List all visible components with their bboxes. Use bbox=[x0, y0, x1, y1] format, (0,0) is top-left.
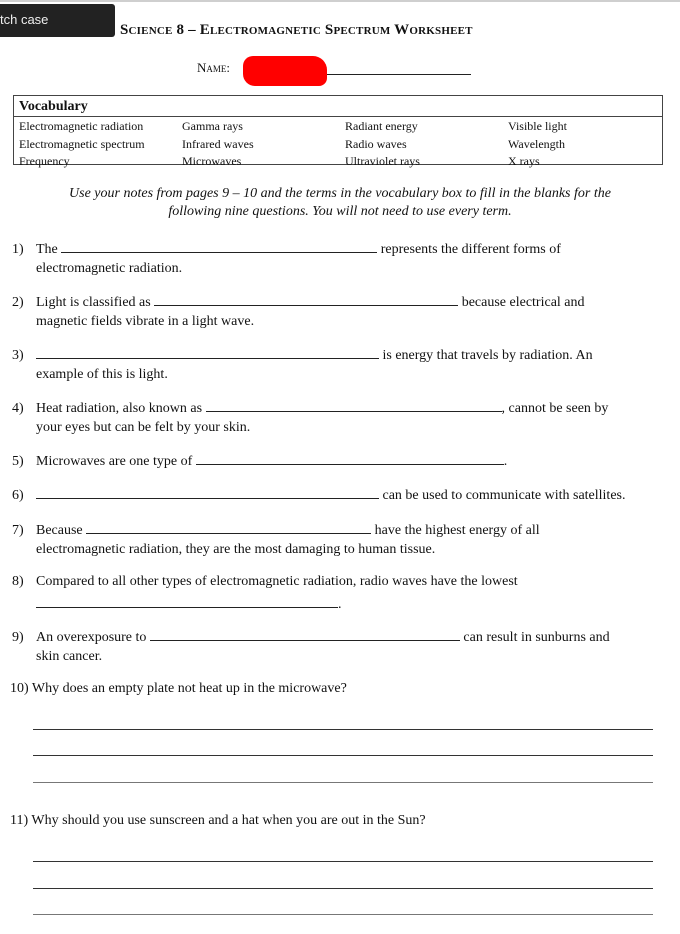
vocab-term: Gamma rays bbox=[182, 119, 243, 133]
question-text: can result in sunburns and bbox=[463, 630, 610, 645]
question-10 bbox=[10, 679, 347, 698]
question-text: Heat radiation, also known as bbox=[36, 401, 203, 416]
answer-blank[interactable] bbox=[154, 291, 458, 306]
vocab-term: Electromagnetic radiation bbox=[19, 119, 144, 133]
answer-blank[interactable] bbox=[61, 238, 377, 253]
vocab-term: Wavelength bbox=[508, 136, 566, 151]
question-4 bbox=[12, 397, 608, 437]
instructions bbox=[30, 185, 650, 221]
answer-line[interactable] bbox=[33, 755, 653, 756]
question-text: represents the different forms of bbox=[380, 242, 561, 257]
question-text: Compared to all other types of electromagnetic radiation, radio waves have the lowest bbox=[36, 574, 518, 589]
question-text-cont: electromagnetic radiation. bbox=[36, 261, 183, 276]
match-case-tooltip: tch case bbox=[0, 4, 115, 37]
vocab-term: Radiant energy bbox=[345, 119, 418, 133]
question-text-cont bbox=[12, 591, 518, 614]
answer-line[interactable] bbox=[33, 861, 653, 862]
question-text: Why does an empty plate not heat up in the microwave? bbox=[31, 681, 347, 696]
question-number: 10) bbox=[10, 681, 29, 696]
name-field-line[interactable] bbox=[327, 74, 471, 75]
question-number: 4) bbox=[12, 401, 24, 416]
answer-blank[interactable] bbox=[36, 344, 379, 359]
top-border bbox=[0, 0, 680, 2]
answer-line[interactable] bbox=[33, 782, 653, 783]
question-text: The bbox=[36, 242, 58, 257]
answer-blank[interactable] bbox=[196, 450, 504, 465]
question-text: Light is classified as bbox=[36, 295, 151, 310]
question-text: , cannot be seen by bbox=[501, 401, 609, 416]
name-redaction bbox=[243, 56, 327, 86]
vocab-column bbox=[508, 118, 567, 171]
question-text: have the highest energy of all bbox=[374, 523, 540, 538]
answer-blank[interactable] bbox=[86, 519, 371, 534]
question-text: Microwaves are one type of bbox=[36, 454, 193, 469]
instructions-line: following nine questions. You will not need to use every term. bbox=[168, 204, 512, 219]
name-label: Name: bbox=[197, 60, 230, 75]
vocab-term: X rays bbox=[508, 154, 540, 168]
question-8 bbox=[12, 572, 518, 614]
vocab-column bbox=[182, 118, 254, 171]
vocabulary-box bbox=[13, 95, 663, 168]
question-number: 3) bbox=[12, 348, 24, 363]
question-text: Because bbox=[36, 523, 83, 538]
vocab-term: Ultraviolet rays bbox=[345, 154, 420, 168]
question-7 bbox=[12, 519, 540, 559]
question-9 bbox=[12, 626, 610, 666]
question-text-cont: magnetic fields vibrate in a light wave. bbox=[36, 314, 255, 329]
worksheet-title: Science 8 – Electromagnetic Spectrum Worksheet bbox=[120, 22, 473, 38]
question-text: . bbox=[338, 597, 342, 612]
question-number: 2) bbox=[12, 295, 24, 310]
question-text: . bbox=[503, 454, 508, 469]
question-number: 1) bbox=[12, 242, 24, 257]
question-number: 8) bbox=[12, 574, 24, 589]
question-3 bbox=[12, 344, 593, 384]
vocabulary-heading: Vocabulary bbox=[14, 96, 662, 117]
question-text: because electrical and bbox=[461, 295, 585, 310]
answer-blank[interactable] bbox=[150, 626, 460, 641]
question-text-cont: example of this is light. bbox=[36, 367, 168, 382]
question-2 bbox=[12, 291, 585, 331]
question-11 bbox=[10, 811, 426, 830]
answer-line[interactable] bbox=[33, 914, 653, 915]
question-number: 6) bbox=[12, 488, 24, 503]
answer-blank[interactable] bbox=[36, 593, 338, 608]
vocab-term: Microwaves bbox=[182, 154, 242, 168]
vocab-column bbox=[345, 118, 420, 171]
vocab-term: Electromagnetic spectrum bbox=[19, 136, 145, 151]
question-text-cont: your eyes but can be felt by your skin. bbox=[36, 420, 251, 435]
question-6 bbox=[12, 484, 625, 505]
question-text-cont: skin cancer. bbox=[36, 649, 103, 664]
question-number: 7) bbox=[12, 523, 24, 538]
question-number: 5) bbox=[12, 454, 24, 469]
question-number: 11) bbox=[10, 813, 29, 828]
question-5 bbox=[12, 450, 507, 471]
vocab-term: Radio waves bbox=[345, 136, 407, 151]
vocab-term: Infrared waves bbox=[182, 136, 254, 151]
question-text: can be used to communicate with satellites. bbox=[382, 488, 626, 503]
answer-line[interactable] bbox=[33, 729, 653, 730]
question-text-cont: electromagnetic radiation, they are the most damaging to human tissue. bbox=[36, 542, 436, 557]
question-text: is energy that travels by radiation. An bbox=[382, 348, 593, 363]
answer-line[interactable] bbox=[33, 888, 653, 889]
vocab-column bbox=[19, 118, 145, 171]
vocab-term: Frequency bbox=[19, 154, 70, 168]
answer-blank[interactable] bbox=[206, 397, 502, 412]
question-text: An overexposure to bbox=[36, 630, 147, 645]
question-number: 9) bbox=[12, 630, 24, 645]
question-text: Why should you use sunscreen and a hat when you are out in the Sun? bbox=[31, 813, 426, 828]
instructions-line: Use your notes from pages 9 – 10 and the terms in the vocabulary box to fill in the blanks for the bbox=[69, 186, 611, 201]
question-1 bbox=[12, 238, 561, 278]
vocab-term: Visible light bbox=[508, 119, 567, 133]
answer-blank[interactable] bbox=[36, 484, 379, 499]
